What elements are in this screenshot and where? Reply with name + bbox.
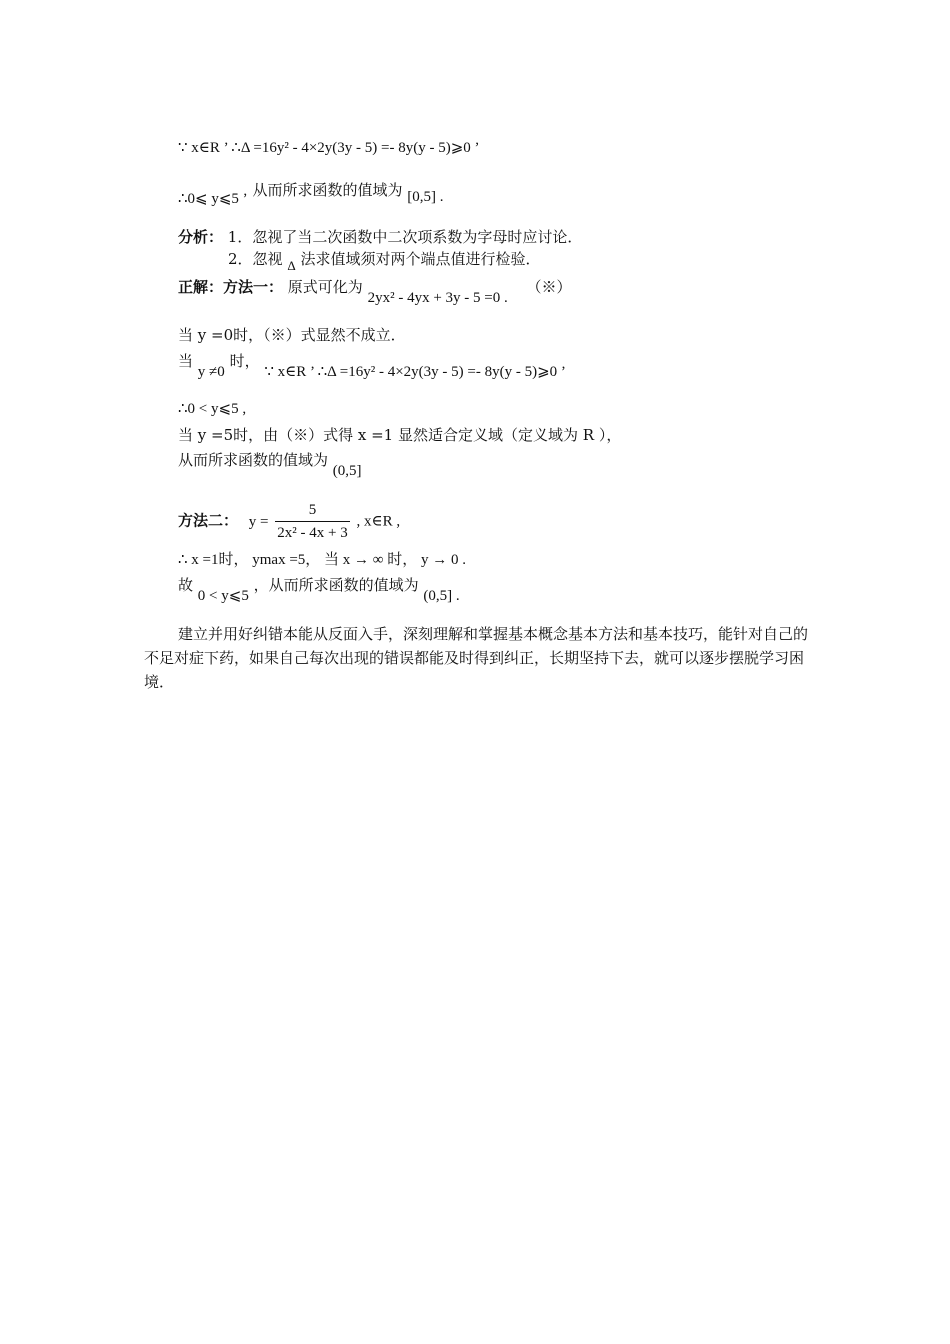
case-when-suffix: 时， <box>229 352 260 370</box>
math-discriminant-1: ∵ x∈R ’ ∴Δ =16y² - 4×2y(3y - 5) =- 8y(y - 5)⩾0 ’ <box>178 140 480 156</box>
solution-line-13 <box>178 575 460 604</box>
solution-line-2 <box>178 180 444 207</box>
solution-line-9 <box>178 425 621 445</box>
analysis-line-1 <box>178 227 582 247</box>
math-max-limit: ∴ x =1时， ymax =5， 当 x → ∞ 时， y → 0 . <box>178 552 466 568</box>
solution-line-10 <box>178 450 362 479</box>
method-two-label: 方法二： <box>178 511 239 530</box>
math-interval-1: [0,5] . <box>407 189 444 205</box>
analysis-point-2-suffix: 法求值域须对两个端点值进行检验． <box>300 250 541 268</box>
solution-line-1 <box>178 138 480 158</box>
math-y-nonzero: y ≠0 <box>197 364 225 380</box>
analysis-line-2 <box>228 249 541 273</box>
math-interval-3: (0,5] . <box>423 588 460 604</box>
solution-line-12 <box>178 550 466 570</box>
analysis-point-1: 1．忽视了当二次函数中二次项系数为字母时应讨论． <box>227 228 583 246</box>
analysis-label: 分析： <box>178 228 224 246</box>
text-range-conclusion: 从而所求函数的值域为 <box>252 181 403 199</box>
math-fraction <box>275 500 349 543</box>
solution-line-7 <box>178 351 566 380</box>
fraction-denominator: 2x² - 4x + 3 <box>275 521 349 543</box>
math-interval-2: (0,5] <box>332 463 362 479</box>
method-two-line <box>178 500 400 543</box>
solution-line-8 <box>178 399 246 419</box>
method-one-intro: 原式可化为 <box>287 278 363 296</box>
star-mark: （※） <box>526 278 572 296</box>
correct-solution-label: 正解：方法一： <box>178 278 284 296</box>
math-fraction-lhs: y = <box>248 513 269 530</box>
math-equation-star: 2yx² - 4yx + 3y - 5 =0 . <box>367 290 508 306</box>
math-discriminant-2: ∵ x∈R ’ ∴Δ =16y² - 4×2y(3y - 5) =- 8y(y - 5)⩾0 ’ <box>264 364 566 380</box>
fraction-numerator: 5 <box>308 502 317 518</box>
math-range-3: 0 < y⩽5 <box>197 588 249 604</box>
delta-symbol: Δ <box>287 258 296 273</box>
math-fraction-rhs: , x∈R , <box>356 513 401 530</box>
math-range-1: ∴0⩽ y⩽5 ’ <box>178 191 248 207</box>
therefore-word: 故 <box>178 576 194 594</box>
case-y-five: 当 y =5时，由（※）式得 x =1 显然适合定义域（定义域为 R ）， <box>178 426 622 444</box>
summary-paragraph: 建立并用好纠错本能从反面入手，深刻理解和掌握基本概念基本方法和基本技巧，能针对自己的不足对症下药，如果自己每次出现的错误都能及时得到纠正，长期坚持下去，就可以逐步摆脱学习困境． <box>144 625 809 691</box>
range-conclusion-3: ，从而所求函数的值域为 <box>253 576 419 594</box>
analysis-point-2-prefix: 2．忽视 <box>228 250 283 268</box>
range-conclusion-2: 从而所求函数的值域为 <box>178 451 329 469</box>
solution-line-6 <box>178 325 406 345</box>
case-when: 当 <box>178 352 194 370</box>
correct-solution-line <box>178 277 572 306</box>
math-range-2: ∴0 < y⩽5 , <box>178 401 247 417</box>
case-y-zero: 当 y =0时，（※）式显然不成立． <box>178 326 406 344</box>
